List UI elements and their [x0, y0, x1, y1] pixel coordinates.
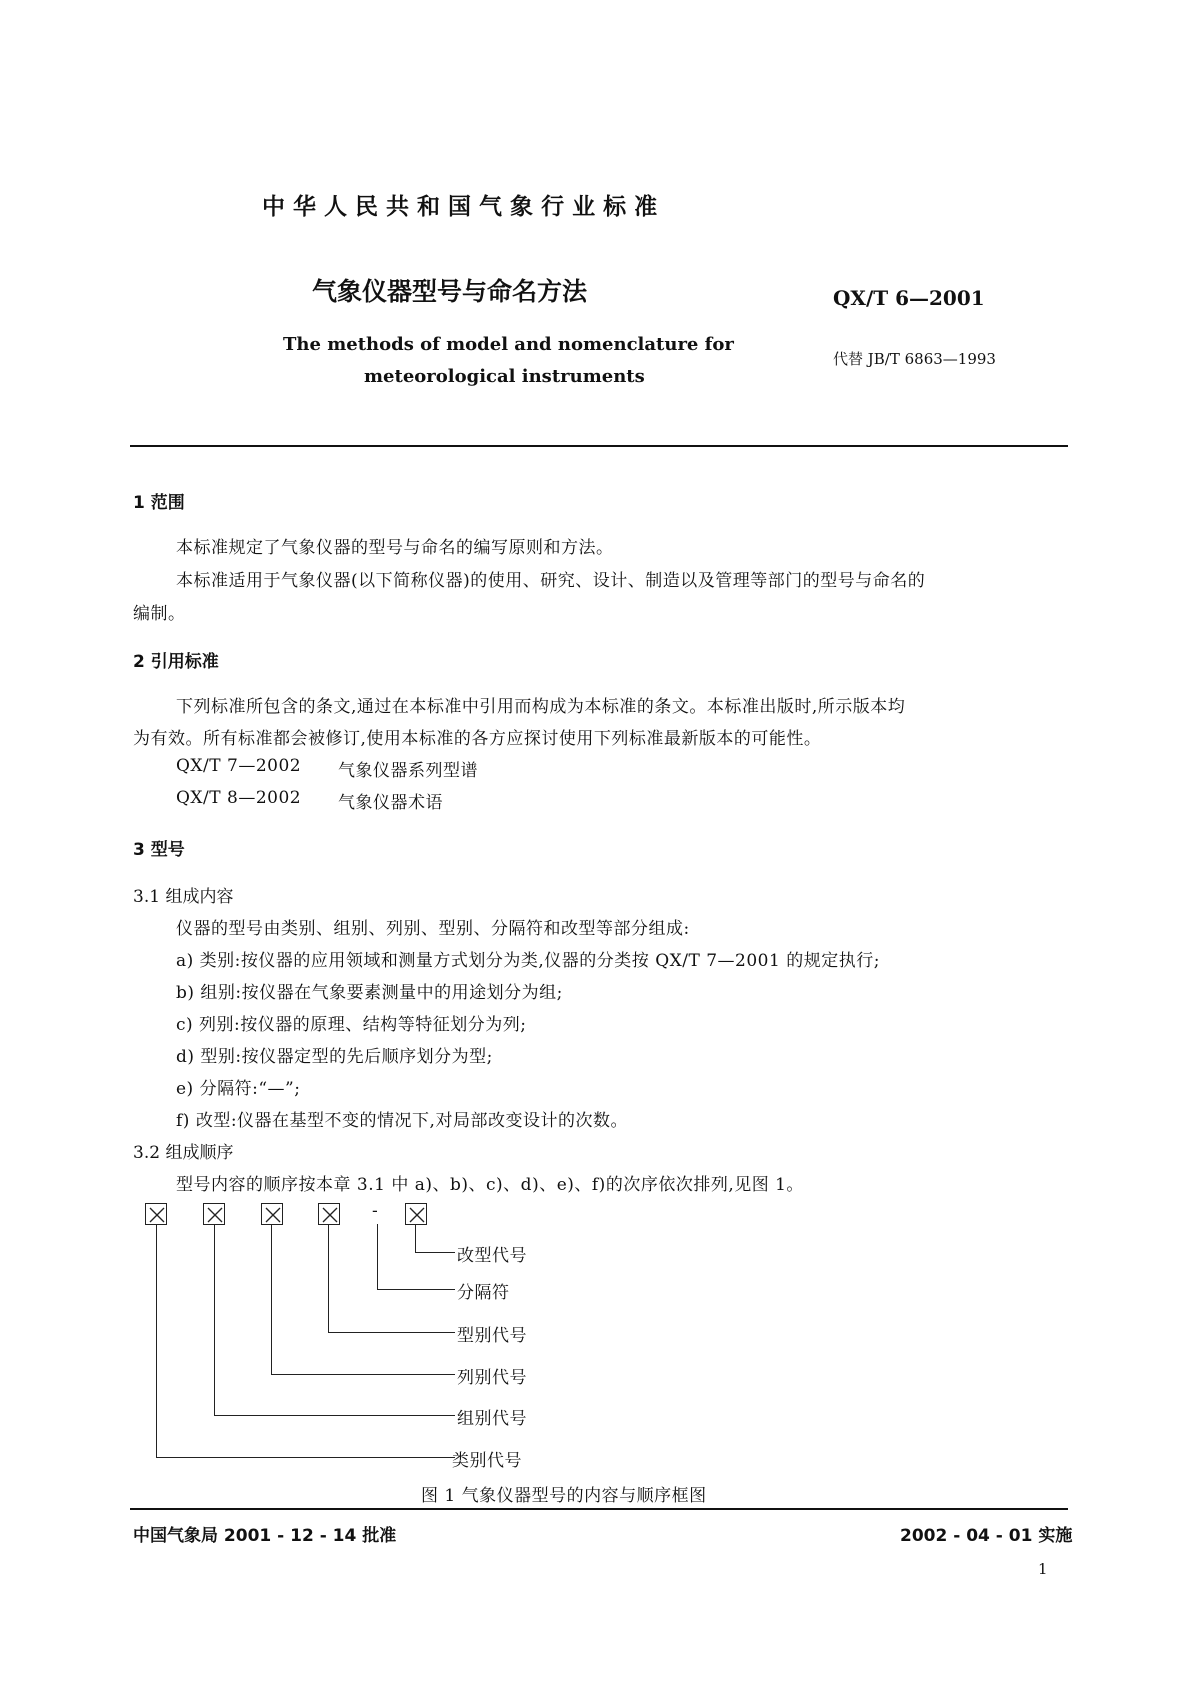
section-2-paragraph-line-2: 为有效。所有标准都会被修订,使用本标准的各方应探讨使用下列标准最新版本的可能性。	[133, 729, 822, 749]
section-1-paragraph-2-line-2: 编制。	[133, 604, 186, 624]
list-item: e) 分隔符:“—”;	[176, 1079, 301, 1099]
reference-title: 气象仪器系列型谱	[338, 761, 478, 781]
list-item: f) 改型:仪器在基型不变的情况下,对局部改变设计的次数。	[176, 1111, 628, 1131]
section-3-1-heading: 3.1 组成内容	[133, 887, 234, 907]
connector-line	[271, 1225, 272, 1374]
section-3-2-heading: 3.2 组成顺序	[133, 1143, 234, 1163]
cross-icon	[204, 1204, 226, 1226]
series-box	[261, 1203, 283, 1225]
list-item: a) 类别:按仪器的应用领域和测量方式划分为类,仪器的分类按 QX/T 7—2001 的规定执行;	[176, 951, 880, 971]
org-title: 中 华 人 民 共 和 国 气 象 行 业 标 准	[262, 194, 658, 220]
connector-line	[214, 1415, 455, 1416]
connector-line	[415, 1252, 455, 1253]
section-1-paragraph-2-line-1: 本标准适用于气象仪器(以下简称仪器)的使用、研究、设计、制造以及管理等部门的型号与命名的	[176, 571, 926, 591]
label-group-code: 组别代号	[457, 1409, 527, 1429]
list-item: c) 列别:按仪器的原理、结构等特征划分为列;	[176, 1015, 527, 1035]
label-type-code: 型别代号	[457, 1326, 527, 1346]
section-3-1-intro: 仪器的型号由类别、组别、列别、型别、分隔符和改型等部分组成:	[176, 919, 690, 939]
section-3-2-text: 型号内容的顺序按本章 3.1 中 a)、b)、c)、d)、e)、f)的次序依次排列,见图 1。	[176, 1175, 804, 1195]
label-separator: 分隔符	[457, 1283, 510, 1303]
approval-date: 中国气象局 2001 - 12 - 14 批准	[133, 1526, 397, 1546]
label-category-code: 类别代号	[452, 1451, 522, 1471]
section-2-heading: 2 引用标准	[133, 652, 219, 672]
list-item: d) 型别:按仪器定型的先后顺序划分为型;	[176, 1047, 493, 1067]
connector-line	[271, 1374, 455, 1375]
group-box	[203, 1203, 225, 1225]
modification-box	[405, 1203, 427, 1225]
connector-line	[328, 1332, 455, 1333]
doc-code: QX/T 6—2001	[833, 286, 985, 310]
section-3-heading: 3 型号	[133, 840, 185, 860]
connector-line	[328, 1225, 329, 1332]
connector-line	[156, 1225, 157, 1457]
english-title-line-2: meteorological instruments	[364, 366, 645, 387]
effective-date: 2002 - 04 - 01 实施	[900, 1526, 1073, 1546]
section-2-paragraph-line-1: 下列标准所包含的条文,通过在本标准中引用而构成为本标准的条文。本标准出版时,所示版本均	[176, 697, 906, 717]
category-box	[145, 1203, 167, 1225]
label-series-code: 列别代号	[457, 1368, 527, 1388]
header-rule	[130, 445, 1068, 447]
connector-line	[377, 1224, 378, 1289]
connector-line	[156, 1457, 455, 1458]
cross-icon	[319, 1204, 341, 1226]
reference-code: QX/T 8—2002	[176, 788, 302, 808]
connector-line	[415, 1225, 416, 1252]
separator-dash: -	[372, 1201, 379, 1221]
figure-caption: 图 1 气象仪器型号的内容与顺序框图	[421, 1486, 707, 1506]
cross-icon	[146, 1204, 168, 1226]
section-1-paragraph-1: 本标准规定了气象仪器的型号与命名的编写原则和方法。	[176, 538, 614, 558]
list-item: b) 组别:按仪器在气象要素测量中的用途划分为组;	[176, 983, 563, 1003]
page-number: 1	[1038, 1560, 1048, 1578]
connector-line	[214, 1225, 215, 1415]
english-title-line-1: The methods of model and nomenclature for	[283, 334, 734, 355]
label-modification-code: 改型代号	[457, 1246, 527, 1266]
doc-title: 气象仪器型号与命名方法	[312, 277, 588, 306]
reference-title: 气象仪器术语	[338, 793, 443, 813]
type-box	[318, 1203, 340, 1225]
cross-icon	[262, 1204, 284, 1226]
footer-rule	[130, 1508, 1068, 1510]
connector-line	[377, 1289, 455, 1290]
section-1-heading: 1 范围	[133, 493, 185, 513]
replaces-note: 代替 JB/T 6863—1993	[833, 350, 996, 368]
cross-icon	[406, 1204, 428, 1226]
reference-code: QX/T 7—2002	[176, 756, 302, 776]
